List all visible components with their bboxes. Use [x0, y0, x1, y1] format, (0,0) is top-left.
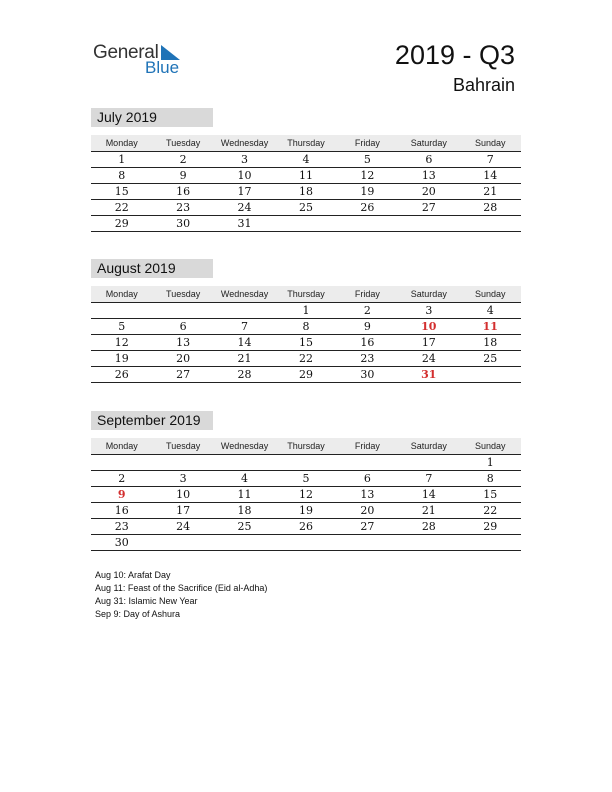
day-cell: 15 — [298, 336, 313, 349]
weekday-label: Sunday — [474, 138, 506, 148]
day-cell: 12 — [360, 169, 375, 182]
day-cell — [214, 303, 275, 318]
day-cell: 25 — [298, 201, 313, 214]
day-cell: 2 — [363, 304, 371, 317]
day-cell: 21 — [237, 352, 252, 365]
logo-text-general: General — [93, 42, 159, 63]
weekday-label: Friday — [354, 138, 380, 148]
day-cell: 7 — [425, 472, 433, 485]
day-cell: 29 — [483, 520, 498, 533]
day-cell: 23 — [360, 352, 375, 365]
day-cell: 21 — [483, 185, 498, 198]
week-row — [91, 303, 521, 319]
day-cell: 22 — [298, 352, 313, 365]
day-cell: 26 — [114, 368, 129, 381]
day-cell: 19 — [360, 185, 375, 198]
day-cell: 28 — [237, 368, 252, 381]
country-name: Bahrain — [452, 75, 515, 95]
week-row — [91, 200, 521, 216]
day-cell — [152, 455, 213, 470]
day-cell: 29 — [298, 368, 313, 381]
day-cell — [398, 216, 459, 231]
day-cell: 26 — [360, 201, 375, 214]
month-title: August 2019 — [91, 259, 213, 278]
day-cell: 21 — [421, 504, 436, 517]
week-row — [91, 367, 521, 383]
month-calendar-september — [91, 411, 521, 551]
day-cell: 9 — [363, 320, 371, 333]
day-cell: 22 — [114, 201, 129, 214]
day-cell — [337, 455, 398, 470]
weekday-label: Wednesday — [220, 441, 269, 451]
day-cell — [214, 535, 275, 550]
day-cell — [214, 455, 275, 470]
day-cell: 23 — [176, 201, 191, 214]
week-row — [91, 152, 521, 168]
day-cell: 27 — [176, 368, 191, 381]
weekday-label: Sunday — [474, 441, 506, 451]
weekday-label: Wednesday — [220, 289, 269, 299]
day-cell — [152, 535, 213, 550]
week-row — [91, 519, 521, 535]
week-row — [91, 184, 521, 200]
day-cell — [398, 535, 459, 550]
day-cell — [337, 535, 398, 550]
day-cell: 3 — [425, 304, 433, 317]
day-cell: 13 — [360, 488, 375, 501]
month-calendar-july — [91, 108, 521, 232]
day-cell: 16 — [176, 185, 191, 198]
weekday-label: Monday — [105, 138, 138, 148]
day-cell: 4 — [302, 153, 310, 166]
day-cell: 13 — [176, 336, 191, 349]
month-calendar-august — [91, 259, 521, 383]
day-cell: 22 — [483, 504, 498, 517]
weekday-label: Saturday — [410, 441, 447, 451]
weekday-header-row — [91, 438, 521, 455]
holiday-note: Aug 11: Feast of the Sacrifice (Eid al-Adha) — [95, 583, 268, 593]
day-cell: 13 — [421, 169, 436, 182]
day-cell: 4 — [486, 304, 494, 317]
weekday-label: Thursday — [287, 441, 325, 451]
week-row — [91, 168, 521, 184]
day-cell: 25 — [483, 352, 498, 365]
day-cell: 6 — [179, 320, 187, 333]
week-row — [91, 455, 521, 471]
day-cell: 14 — [421, 488, 436, 501]
day-cell: 29 — [114, 217, 129, 230]
day-cell: 18 — [298, 185, 313, 198]
day-cell: 19 — [114, 352, 129, 365]
holiday-day-cell: 9 — [117, 488, 126, 501]
day-cell: 2 — [179, 153, 187, 166]
weekday-label: Saturday — [410, 289, 447, 299]
weekday-label: Thursday — [287, 138, 325, 148]
day-cell: 7 — [486, 153, 494, 166]
day-cell: 23 — [114, 520, 129, 533]
week-row — [91, 503, 521, 519]
day-cell: 20 — [360, 504, 375, 517]
day-cell: 3 — [241, 153, 249, 166]
day-cell: 11 — [298, 169, 313, 182]
day-cell — [275, 455, 336, 470]
day-cell: 16 — [114, 504, 129, 517]
day-cell: 18 — [237, 504, 252, 517]
day-cell: 5 — [302, 472, 310, 485]
day-cell: 8 — [486, 472, 494, 485]
weekday-label: Tuesday — [166, 441, 201, 451]
day-cell: 20 — [421, 185, 436, 198]
day-cell — [460, 216, 521, 231]
day-cell — [91, 303, 152, 318]
weekday-header-row — [91, 286, 521, 303]
day-cell: 7 — [241, 320, 249, 333]
day-cell: 19 — [298, 504, 313, 517]
day-cell: 1 — [302, 304, 310, 317]
logo-text-blue: Blue — [145, 58, 180, 77]
day-cell: 6 — [425, 153, 433, 166]
weekday-label: Sunday — [474, 289, 506, 299]
day-cell: 15 — [114, 185, 129, 198]
month-title: July 2019 — [91, 108, 213, 127]
day-cell — [460, 367, 521, 382]
day-cell — [337, 216, 398, 231]
weekday-label: Monday — [105, 289, 138, 299]
holiday-note: Sep 9: Day of Ashura — [95, 609, 181, 619]
weekday-label: Tuesday — [166, 289, 201, 299]
day-cell: 4 — [241, 472, 249, 485]
weekday-label: Friday — [354, 289, 380, 299]
day-cell: 8 — [302, 320, 310, 333]
weekday-label: Monday — [105, 441, 138, 451]
month-title: September 2019 — [91, 411, 213, 430]
week-row — [91, 335, 521, 351]
day-cell: 26 — [298, 520, 313, 533]
day-cell: 17 — [176, 504, 191, 517]
day-cell: 27 — [421, 201, 436, 214]
page-title: 2019 - Q3 — [394, 40, 515, 70]
holiday-note: Aug 31: Islamic New Year — [95, 596, 198, 606]
weekday-label: Thursday — [287, 289, 325, 299]
day-cell — [152, 303, 213, 318]
day-cell — [460, 535, 521, 550]
logo — [93, 42, 193, 78]
week-row — [91, 319, 521, 335]
weekday-label: Saturday — [410, 138, 447, 148]
day-cell: 3 — [179, 472, 187, 485]
day-cell — [91, 455, 152, 470]
day-cell: 24 — [421, 352, 436, 365]
day-cell: 24 — [176, 520, 191, 533]
day-cell: 11 — [237, 488, 252, 501]
day-cell: 5 — [118, 320, 126, 333]
week-row — [91, 351, 521, 367]
day-cell: 10 — [237, 169, 252, 182]
day-cell: 27 — [360, 520, 375, 533]
day-cell: 16 — [360, 336, 375, 349]
day-cell: 31 — [237, 217, 252, 230]
day-cell: 30 — [176, 217, 191, 230]
holiday-day-cell: 11 — [482, 320, 498, 333]
week-row — [91, 487, 521, 503]
day-cell: 1 — [118, 153, 126, 166]
week-row — [91, 216, 521, 232]
day-cell: 8 — [118, 169, 126, 182]
holiday-day-cell: 31 — [421, 368, 437, 381]
day-cell — [275, 216, 336, 231]
day-cell: 30 — [360, 368, 375, 381]
day-cell: 12 — [298, 488, 313, 501]
weekday-header-row — [91, 135, 521, 152]
day-cell: 1 — [486, 456, 494, 469]
day-cell: 12 — [114, 336, 129, 349]
day-cell: 6 — [363, 472, 371, 485]
weekday-label: Friday — [354, 441, 380, 451]
day-cell: 17 — [421, 336, 436, 349]
day-cell — [398, 455, 459, 470]
day-cell: 14 — [483, 169, 498, 182]
day-cell: 24 — [237, 201, 252, 214]
day-cell: 10 — [176, 488, 191, 501]
weekday-label: Tuesday — [166, 138, 201, 148]
holiday-notes — [95, 569, 267, 621]
week-row — [91, 471, 521, 487]
day-cell: 2 — [118, 472, 126, 485]
holiday-note: Aug 10: Arafat Day — [95, 570, 171, 580]
weekday-label: Wednesday — [220, 138, 269, 148]
day-cell: 25 — [237, 520, 252, 533]
day-cell: 5 — [363, 153, 371, 166]
day-cell: 18 — [483, 336, 498, 349]
day-cell: 17 — [237, 185, 252, 198]
week-row — [91, 535, 521, 551]
day-cell: 28 — [421, 520, 436, 533]
day-cell: 30 — [114, 536, 129, 549]
day-cell: 15 — [483, 488, 498, 501]
day-cell: 28 — [483, 201, 498, 214]
day-cell — [275, 535, 336, 550]
day-cell: 14 — [237, 336, 252, 349]
holiday-day-cell: 10 — [421, 320, 437, 333]
day-cell: 9 — [179, 169, 187, 182]
day-cell: 20 — [176, 352, 191, 365]
